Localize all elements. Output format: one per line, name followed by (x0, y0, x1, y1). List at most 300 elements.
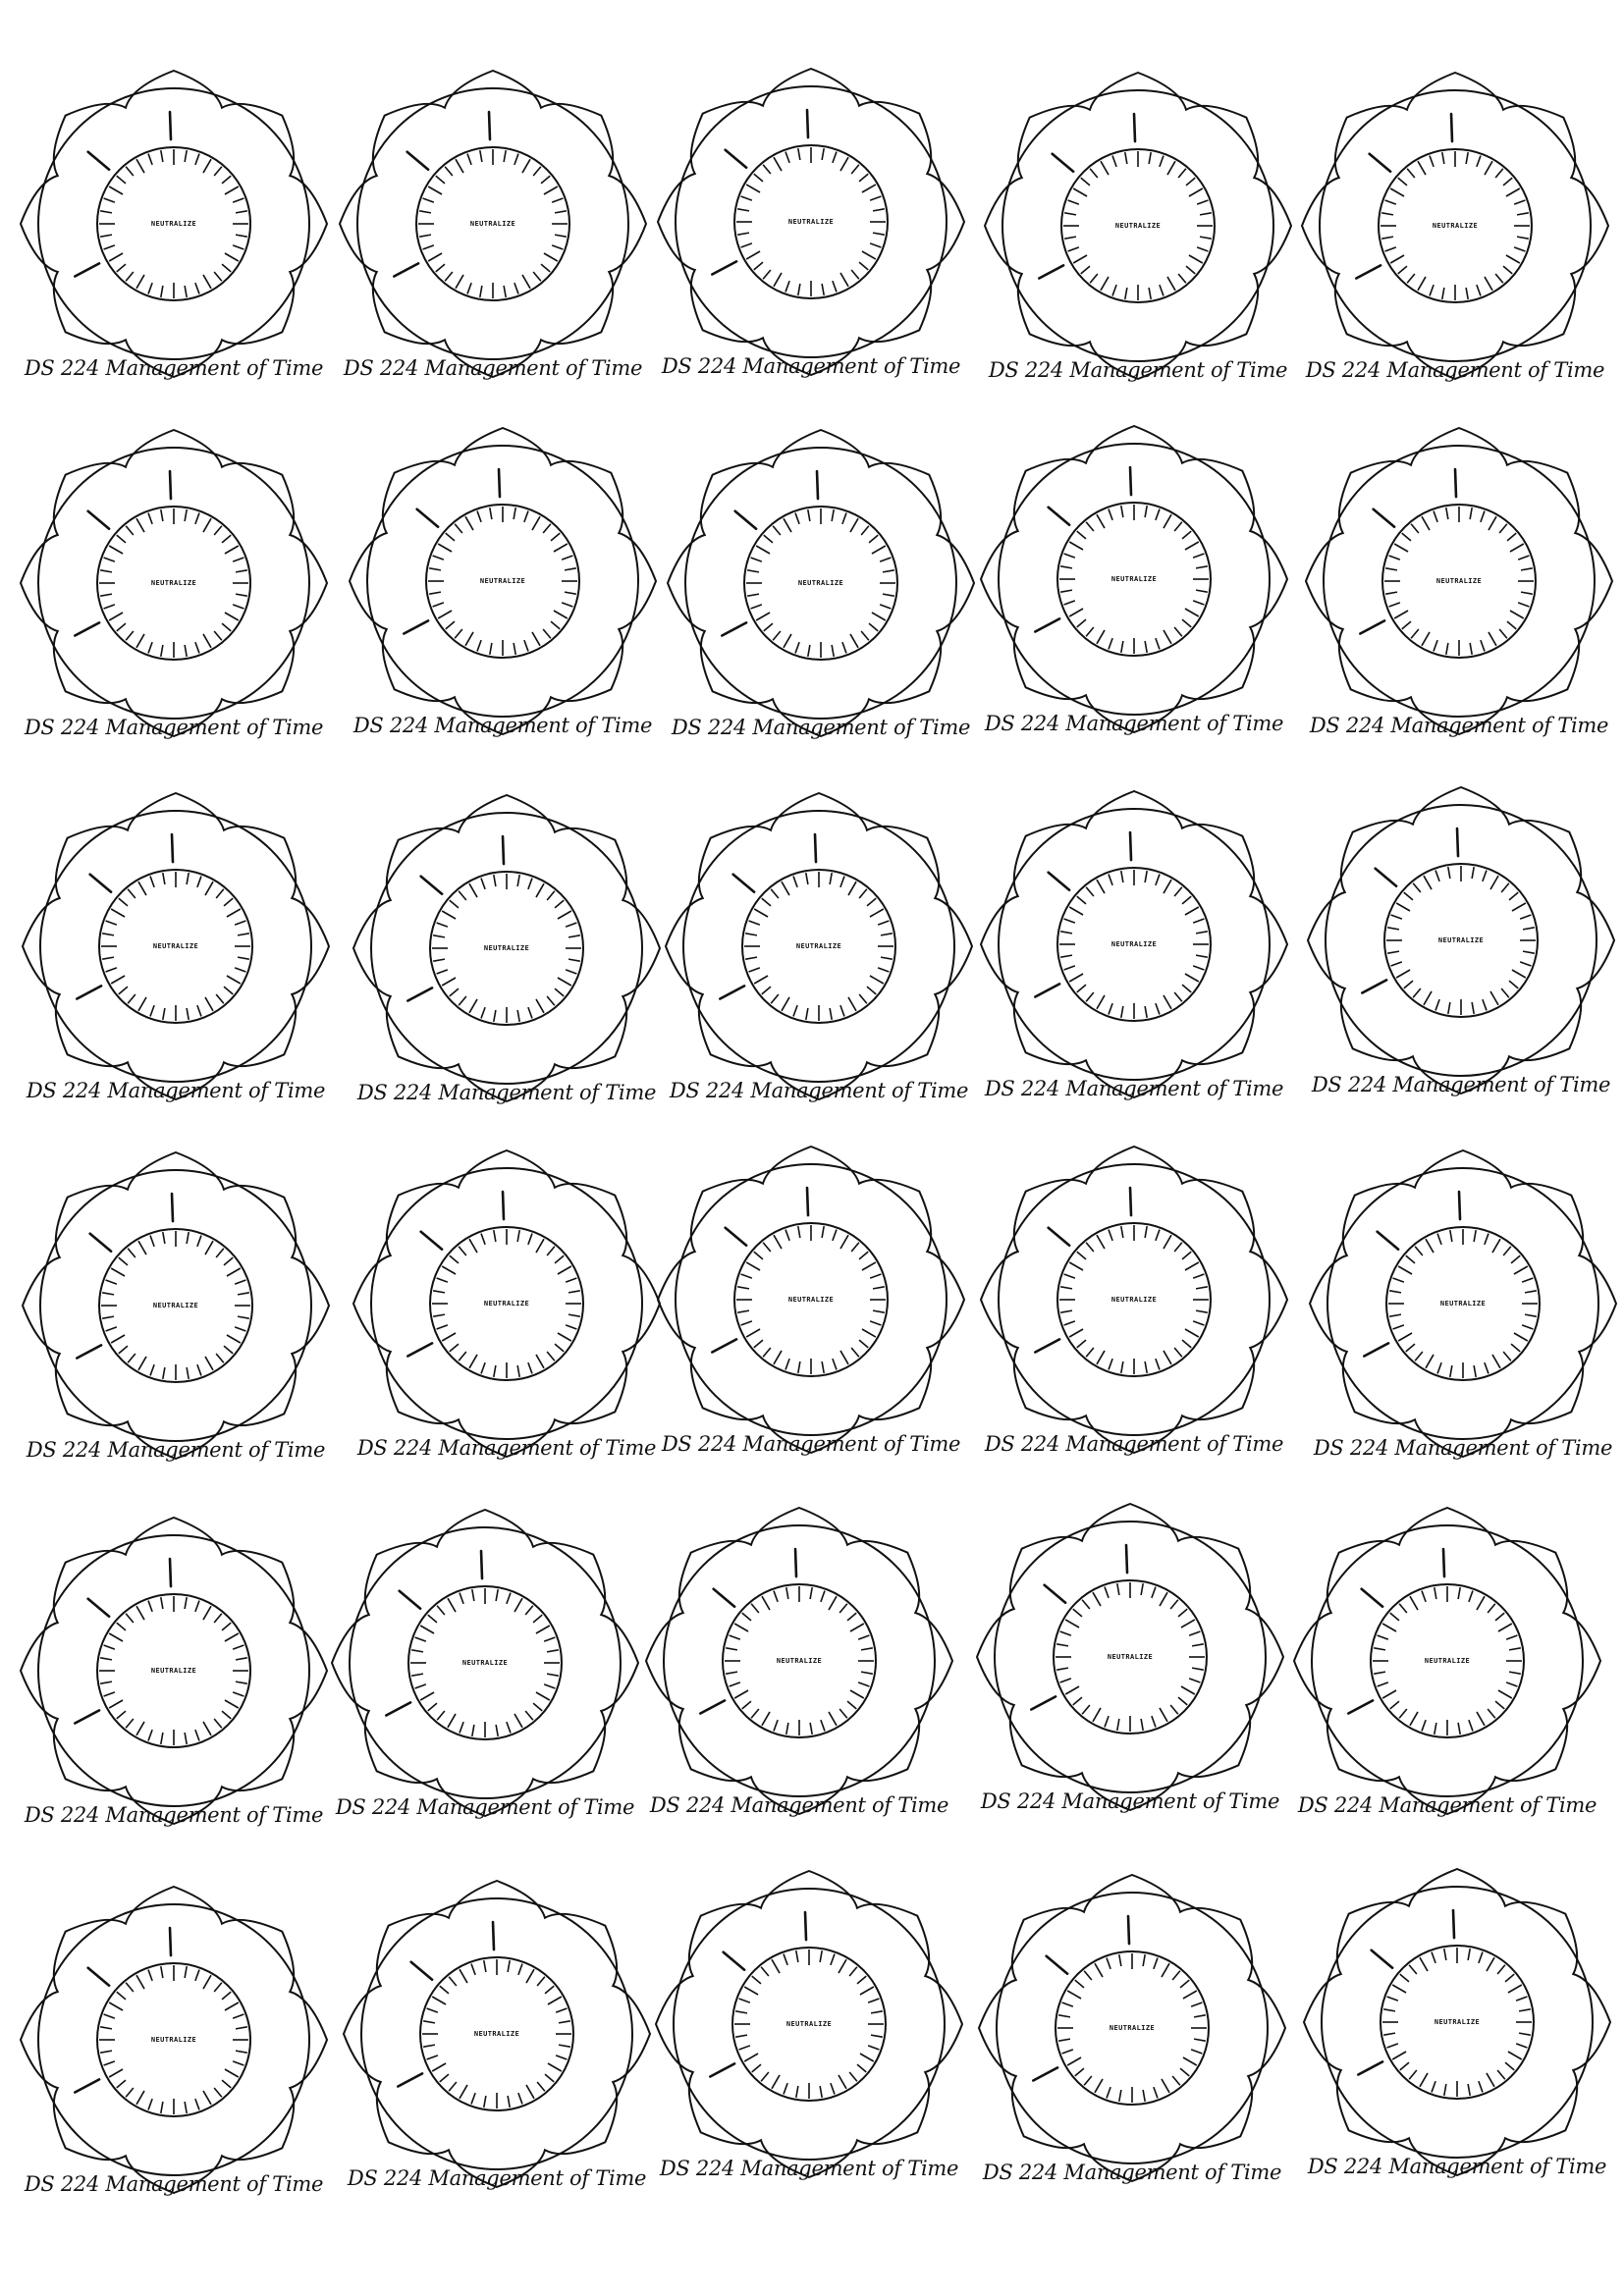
tick-mark (1389, 1314, 1401, 1316)
tick-mark (741, 1274, 752, 1278)
tick-mark (1399, 1709, 1407, 1718)
tick-mark (842, 513, 846, 524)
dial-graphic (27, 77, 321, 371)
tick-mark (415, 1637, 426, 1641)
tick-mark (849, 1967, 857, 1976)
tick-mark (1160, 156, 1164, 167)
dial-graphic (664, 1152, 958, 1447)
tick-mark (233, 198, 244, 202)
tick-mark (745, 957, 757, 959)
sticker-29 (982, 1881, 1282, 2205)
tick-mark (547, 1674, 559, 1676)
tick-mark (187, 1232, 189, 1244)
center-label: NEUTRALIZE (483, 944, 530, 952)
tick-mark (555, 1344, 564, 1352)
tick-mark (222, 176, 231, 184)
tick-mark (1121, 641, 1123, 653)
marker-top (1455, 469, 1456, 497)
tick-mark (1109, 1359, 1112, 1369)
tick-mark (1506, 1635, 1517, 1639)
marker-top (1130, 1188, 1131, 1215)
tick-mark (878, 968, 889, 972)
tick-mark (1060, 955, 1072, 957)
tick-mark (1430, 285, 1434, 295)
tick-mark (1389, 556, 1400, 560)
tick-mark (136, 2091, 144, 2105)
tick-mark (222, 2080, 231, 2088)
center-label: NEUTRALIZE (152, 1302, 199, 1309)
tick-mark (185, 2102, 187, 2113)
tick-mark (1501, 883, 1509, 892)
tick-mark (1185, 1329, 1199, 1337)
tick-mark (126, 1614, 134, 1623)
center-label: NEUTRALIZE (1110, 575, 1158, 583)
tick-mark (163, 1367, 165, 1379)
tick-mark (785, 152, 789, 163)
tick-mark (1424, 991, 1432, 1005)
tick-mark (744, 1987, 758, 1995)
sticker-caption: DS 224 Management of Time (356, 1436, 657, 1460)
tick-mark (1521, 568, 1533, 570)
tick-mark (1422, 1720, 1426, 1731)
marker-top (1459, 1192, 1460, 1219)
tick-mark (227, 909, 241, 917)
tick-mark (870, 1274, 881, 1278)
tick-mark (437, 1606, 445, 1615)
tick-mark (222, 1623, 231, 1630)
tick-mark (1517, 237, 1529, 239)
tick-mark (1470, 643, 1472, 655)
tick-mark (1458, 1587, 1460, 1599)
sticker-caption: DS 224 Management of Time (671, 716, 971, 739)
marker-lower-left (407, 988, 432, 1000)
tick-mark (568, 1314, 580, 1316)
tick-mark (746, 1329, 760, 1337)
sticker-5 (1305, 79, 1605, 402)
tick-mark (1499, 629, 1507, 638)
tick-mark (848, 997, 856, 1011)
tick-mark (873, 233, 885, 235)
dial-graphic (350, 1887, 644, 2181)
tick-mark (537, 2082, 545, 2091)
tick-mark (161, 1733, 163, 1744)
tick-mark (1121, 506, 1123, 517)
sticker-caption: DS 224 Management of Time (980, 1789, 1280, 1813)
tick-mark (490, 507, 492, 519)
tick-mark (456, 159, 463, 173)
tick-mark (532, 632, 540, 646)
tick-mark (460, 2085, 467, 2099)
tick-mark (784, 2083, 787, 2094)
dial-graphic (983, 1510, 1277, 1804)
center-label: NEUTRALIZE (461, 1659, 509, 1667)
tick-mark (420, 1626, 434, 1633)
tick-mark (1185, 542, 1199, 550)
tick-mark (1189, 188, 1203, 196)
tick-mark (1426, 1355, 1434, 1368)
sticker-caption: DS 224 Management of Time (1311, 1073, 1611, 1096)
tick-mark (433, 935, 445, 937)
center-label: NEUTRALIZE (1424, 1657, 1471, 1665)
tick-mark (1101, 161, 1109, 175)
tick-mark (1509, 892, 1518, 900)
tick-mark (1385, 592, 1397, 594)
marker-upper-left (724, 1952, 744, 1970)
tick-mark (1483, 871, 1487, 881)
tick-mark (225, 187, 239, 194)
tick-mark (420, 1692, 434, 1700)
tick-mark (423, 198, 434, 202)
tick-mark (126, 272, 134, 281)
tick-mark (533, 1703, 542, 1711)
tick-mark (423, 245, 434, 249)
tick-mark (849, 2072, 857, 2081)
tick-mark (1143, 2090, 1145, 2102)
tick-mark (517, 1365, 519, 1377)
tick-mark (1174, 887, 1182, 896)
tick-mark (1062, 2002, 1073, 2006)
tick-mark (1387, 1997, 1398, 2001)
tick-mark (1503, 266, 1512, 274)
tick-mark (1458, 1723, 1460, 1735)
tick-mark (774, 1591, 778, 1602)
tick-mark (1196, 932, 1208, 934)
tick-mark (477, 511, 481, 522)
marker-lower-left (1348, 1700, 1373, 1713)
tick-mark (1407, 274, 1415, 283)
tick-mark (222, 535, 231, 543)
tick-mark (1152, 1716, 1156, 1727)
tick-mark (100, 594, 112, 596)
tick-mark (1432, 2081, 1435, 2092)
sticker-6 (24, 436, 324, 760)
tick-mark (1394, 611, 1408, 618)
tick-mark (163, 1232, 165, 1244)
marker-top (1130, 467, 1131, 495)
dial-graphic (1300, 1514, 1595, 1808)
tick-mark (1404, 892, 1413, 900)
tick-mark (861, 526, 869, 535)
tick-mark (227, 976, 241, 984)
tick-mark (1435, 1723, 1436, 1735)
tick-mark (1185, 1262, 1199, 1270)
tick-mark (737, 233, 749, 235)
marker-top (170, 471, 171, 499)
tick-mark (1516, 1997, 1527, 2001)
tick-mark (1387, 928, 1399, 930)
tick-mark (525, 1606, 533, 1615)
tick-mark (1374, 1672, 1385, 1674)
tick-mark (869, 623, 878, 631)
tick-mark (1200, 237, 1212, 239)
tick-mark (1393, 1278, 1404, 1282)
tick-mark (1485, 161, 1492, 175)
tick-mark (469, 1355, 477, 1368)
tick-mark (1514, 1266, 1528, 1274)
tick-mark (225, 2069, 239, 2077)
tick-mark (1174, 1348, 1182, 1357)
tick-mark (214, 526, 222, 535)
sticker-23 (649, 1514, 949, 1838)
tick-mark (763, 1348, 771, 1357)
tick-mark (225, 546, 239, 554)
tick-mark (883, 594, 894, 596)
tick-mark (126, 631, 134, 640)
tick-mark (195, 513, 199, 524)
tick-mark (735, 2035, 747, 2037)
tick-mark (1381, 213, 1393, 215)
tick-mark (1422, 1591, 1426, 1602)
tick-mark (507, 1593, 511, 1604)
tick-mark (1437, 1234, 1441, 1245)
tick-mark (227, 1335, 241, 1343)
tick-mark (1411, 524, 1419, 533)
tick-mark (1125, 152, 1127, 164)
tick-mark (1446, 643, 1448, 655)
center-label: NEUTRALIZE (1437, 936, 1485, 944)
tick-mark (1154, 2087, 1158, 2098)
tick-mark (148, 1601, 152, 1612)
center-label: NEUTRALIZE (1110, 940, 1158, 948)
tick-mark (881, 957, 893, 959)
tick-mark (870, 243, 881, 247)
tick-mark (806, 873, 808, 884)
tick-mark (533, 272, 541, 281)
tick-mark (1398, 178, 1407, 186)
tick-mark (163, 1008, 165, 1020)
tick-mark (737, 1310, 749, 1312)
tick-mark (109, 2002, 123, 2010)
tick-mark (436, 176, 445, 184)
tick-mark (861, 1648, 873, 1650)
marker-lower-left (712, 1339, 736, 1352)
dial-graphic (991, 79, 1285, 373)
tick-mark (1121, 1006, 1123, 1018)
tick-mark (467, 283, 471, 294)
tick-mark (883, 570, 894, 572)
tick-mark (472, 1589, 474, 1601)
tick-mark (1064, 966, 1075, 970)
tick-mark (820, 1950, 822, 1962)
center-label: NEUTRALIZE (1439, 1300, 1487, 1308)
tick-mark (1435, 1587, 1436, 1599)
tick-mark (532, 516, 540, 530)
tick-mark (1477, 156, 1481, 167)
tick-mark (100, 235, 112, 237)
center-label: NEUTRALIZE (1435, 577, 1483, 585)
tick-mark (793, 1005, 797, 1016)
tick-mark (1109, 1230, 1112, 1241)
tick-mark (1156, 1003, 1160, 1014)
tick-mark (469, 883, 477, 897)
tick-mark (1156, 1359, 1160, 1369)
dial-graphic (28, 1158, 323, 1453)
tick-mark (1056, 1668, 1068, 1670)
marker-top (503, 1192, 504, 1219)
tick-mark (840, 157, 848, 171)
tick-mark (1174, 522, 1182, 531)
tick-mark (526, 1969, 534, 1983)
tick-mark (1060, 590, 1072, 592)
tick-mark (868, 2046, 879, 2050)
tick-mark (459, 1247, 466, 1255)
tick-mark (148, 1970, 152, 1981)
tick-mark (214, 2088, 222, 2097)
tick-mark (195, 1730, 199, 1740)
tick-mark (517, 875, 519, 886)
tick-mark (547, 1352, 555, 1361)
marker-top (1128, 1916, 1129, 1944)
marker-lower-left (407, 1343, 432, 1356)
tick-mark (878, 921, 889, 925)
tick-mark (839, 1604, 847, 1613)
tick-mark (1489, 516, 1496, 530)
tick-mark (1077, 985, 1086, 992)
tick-mark (205, 1241, 213, 1255)
tick-mark (102, 1316, 114, 1318)
tick-mark (117, 1711, 126, 1719)
tick-mark (449, 1977, 457, 1986)
tick-mark (1185, 974, 1199, 982)
tick-mark (796, 2086, 798, 2098)
tick-mark (238, 957, 249, 959)
tick-mark (862, 185, 876, 192)
tick-mark (1483, 999, 1487, 1010)
sticker-caption: DS 224 Management of Time (661, 354, 961, 378)
marker-upper-left (1374, 509, 1394, 527)
tick-mark (1382, 1690, 1396, 1698)
tick-mark (138, 881, 146, 895)
tick-mark (861, 631, 869, 640)
tick-mark (205, 881, 213, 895)
sticker-caption: DS 224 Management of Time (343, 356, 643, 380)
tick-mark (117, 176, 126, 184)
tick-mark (737, 209, 749, 211)
tick-mark (504, 286, 506, 297)
tick-mark (1402, 621, 1411, 629)
center-label: NEUTRALIZE (1110, 1296, 1158, 1304)
tick-mark (1420, 1957, 1428, 1971)
tick-mark (566, 1325, 576, 1329)
tick-mark (547, 891, 555, 900)
tick-mark (236, 211, 247, 213)
tick-mark (224, 987, 233, 994)
tick-mark (227, 1268, 241, 1276)
tick-mark (839, 2075, 846, 2089)
tick-mark (829, 1596, 837, 1610)
tick-mark (880, 558, 891, 561)
tick-mark (195, 1970, 199, 1981)
tick-mark (1172, 2076, 1180, 2085)
tick-mark (1090, 169, 1098, 178)
tick-mark (1497, 2070, 1505, 2079)
tick-mark (806, 1008, 808, 1020)
tick-mark (456, 275, 463, 289)
sticker-27 (347, 1887, 647, 2211)
tick-mark (1520, 962, 1531, 966)
tick-mark (1073, 255, 1087, 263)
tick-mark (1477, 285, 1481, 295)
tick-mark (1064, 1274, 1075, 1278)
tick-mark (518, 1964, 522, 1975)
tick-mark (1149, 152, 1151, 164)
tick-mark (1488, 1604, 1495, 1613)
center-label: NEUTRALIZE (795, 942, 842, 950)
tick-mark (222, 1992, 231, 2000)
tick-mark (429, 592, 441, 594)
tick-mark (138, 1357, 146, 1370)
tick-mark (128, 994, 135, 1003)
tick-mark (150, 1005, 154, 1016)
tick-mark (558, 1266, 571, 1274)
tick-mark (236, 594, 247, 596)
tick-mark (109, 613, 123, 620)
tick-mark (555, 211, 567, 213)
tick-mark (440, 2074, 449, 2082)
marker-lower-left (75, 263, 99, 276)
sticker-25 (1297, 1514, 1597, 1838)
tick-mark (1185, 609, 1199, 616)
marker-lower-left (398, 2073, 422, 2086)
tick-mark (1064, 601, 1075, 605)
tick-mark (235, 1327, 245, 1331)
dial-graphic (652, 1514, 947, 1808)
tick-mark (773, 631, 781, 640)
tick-mark (548, 1997, 562, 2004)
tick-mark (822, 1226, 824, 1238)
marker-upper-left (1049, 507, 1069, 525)
tick-mark (197, 1236, 201, 1247)
tick-mark (873, 1310, 885, 1312)
tick-mark (109, 1633, 123, 1641)
tick-mark (518, 2093, 522, 2104)
tick-mark (197, 1005, 201, 1016)
tick-mark (437, 923, 448, 927)
tick-mark (1413, 883, 1421, 892)
marker-lower-left (75, 622, 99, 635)
tick-mark (1145, 1362, 1147, 1373)
tick-mark (1469, 1720, 1473, 1731)
tick-mark (1191, 2050, 1202, 2054)
tick-mark (126, 2088, 134, 2097)
tick-mark (222, 1711, 231, 1719)
tick-mark (415, 1684, 426, 1688)
tick-mark (1392, 1985, 1406, 1993)
tick-mark (565, 592, 576, 594)
center-label: NEUTRALIZE (1434, 2018, 1481, 2026)
tick-mark (1497, 1965, 1505, 1974)
tick-mark (438, 611, 452, 618)
tick-mark (1389, 603, 1400, 607)
tick-mark (1197, 247, 1208, 251)
tick-mark (433, 603, 444, 607)
tick-mark (1522, 1278, 1533, 1282)
tick-mark (756, 546, 770, 554)
tick-mark (547, 1247, 555, 1255)
tick-mark (104, 558, 115, 561)
tick-mark (1490, 991, 1498, 1005)
tick-mark (442, 978, 456, 986)
marker-top (172, 1194, 173, 1221)
tick-mark (1499, 524, 1507, 533)
marker-top (489, 112, 490, 139)
tick-mark (872, 546, 886, 554)
tick-mark (1396, 903, 1410, 911)
sticker-9 (984, 432, 1284, 756)
tick-mark (235, 921, 245, 925)
tick-mark (556, 2056, 567, 2059)
tick-mark (1117, 1583, 1119, 1595)
